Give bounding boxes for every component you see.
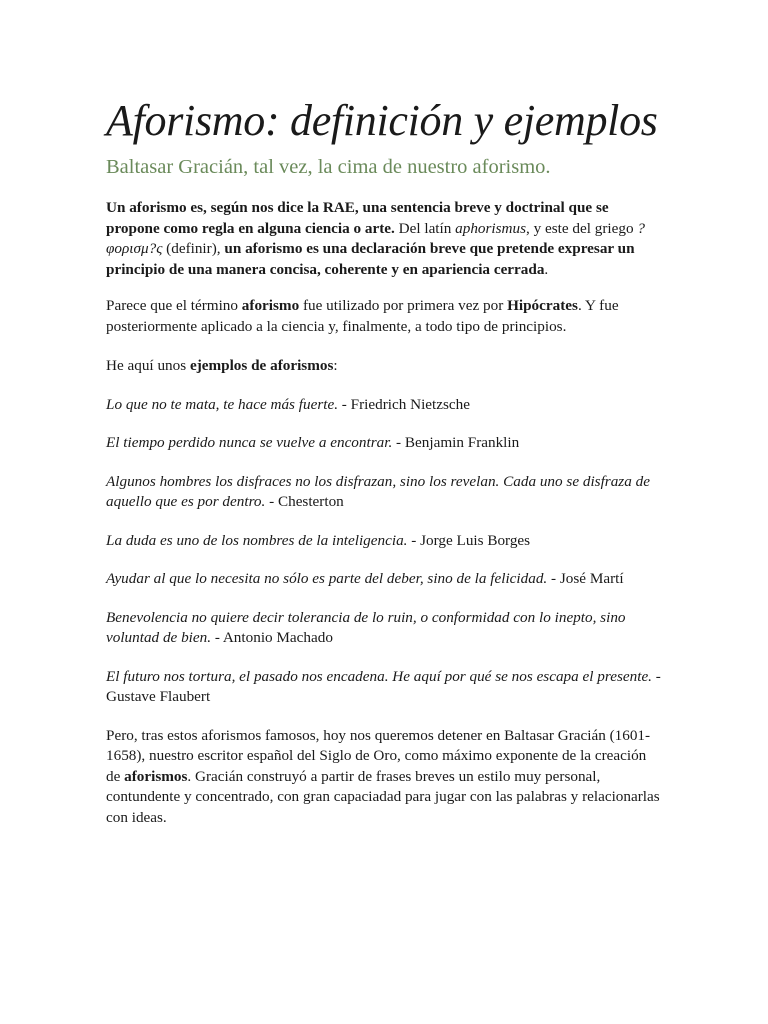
quote-author: - Benjamin Franklin xyxy=(392,434,520,451)
quote-item xyxy=(106,395,662,416)
intro-text: . xyxy=(544,260,549,278)
history-text: Parece que el término xyxy=(106,297,242,314)
quote-text: Ayudar al que lo necesita no sólo es parte del deber, sino de la felicidad. xyxy=(106,570,548,587)
history-text: fue utilizado por primera vez por xyxy=(299,297,508,314)
intro-paragraph xyxy=(106,198,662,280)
quote-author: - Friedrich Nietzsche xyxy=(338,395,470,413)
intro-greek-term: ?φορισμ?ς xyxy=(106,219,645,257)
quote-author: - Gustave Flaubert xyxy=(106,667,661,705)
quote-item xyxy=(106,433,662,454)
intro-text: Del latín xyxy=(394,219,456,237)
quote-text: El futuro nos tortura, el pasado nos encadena. He aquí por qué se nos escapa el presente. xyxy=(106,667,652,685)
closing-bold-aforismos: aforismos xyxy=(124,767,188,785)
quote-item xyxy=(106,608,662,649)
intro-bold-definition: Un aforismo es, según nos dice la RAE, una sentencia breve y doctrinal que se propone como regla en alguna ciencia o arte. xyxy=(106,199,609,237)
quote-text: Algunos hombres los disfraces no los disfrazan, sino los revelan. Cada uno se disfraza de aquello que es por dentro. xyxy=(106,472,650,510)
quote-item xyxy=(106,531,662,552)
examples-intro-bold: ejemplos de aforismos xyxy=(189,357,334,374)
examples-intro-text: : xyxy=(333,357,338,374)
intro-bold-declaration: un aforismo es una declaración breve que pretende expresar un principio de una manera concisa, coherente y en apariencia cerrada xyxy=(106,240,635,278)
quote-author: - Chesterton xyxy=(265,493,344,510)
history-bold-hipocrates: Hipócrates xyxy=(507,297,578,314)
quote-text: Benevolencia no quiere decir tolerancia de lo ruin, o conformidad con lo inepto, sino voluntad de bien. xyxy=(106,608,626,646)
quote-item xyxy=(106,569,662,590)
document-page xyxy=(106,96,662,828)
closing-paragraph xyxy=(106,726,662,829)
history-text: . Y fue posteriormente aplicado a la ciencia y, finalmente, a todo tipo de principios. xyxy=(106,297,619,335)
intro-text: (definir), xyxy=(162,240,225,257)
history-bold-aforismo: aforismo xyxy=(241,297,300,314)
history-paragraph xyxy=(106,296,662,337)
quote-author: - Jorge Luis Borges xyxy=(407,531,531,549)
examples-intro-text: He aquí unos xyxy=(106,357,190,374)
quote-item xyxy=(106,667,662,708)
examples-intro-paragraph xyxy=(106,356,662,377)
page-title: Aforismo: definición y ejemplos xyxy=(106,96,658,145)
page-subtitle: Baltasar Gracián, tal vez, la cima de nuestro aforismo. xyxy=(106,156,551,178)
closing-text: . Gracián construyó a partir de frases breves un estilo muy personal, contundente y concentrado, con gran capaciadad para jugar con las palabras y relacionarlas con ideas. xyxy=(106,767,660,826)
quote-item xyxy=(106,472,662,513)
quote-author: - José Martí xyxy=(547,570,624,587)
closing-text: Pero, tras estos aforismos famosos, hoy nos queremos detener en Baltasar Gracián (1601-1658), nuestro escritor español del Siglo de Oro, como máximo exponente de la creación de xyxy=(106,726,651,785)
quote-text: Lo que no te mata, te hace más fuerte. xyxy=(106,395,338,413)
quote-text: El tiempo perdido nunca se vuelve a encontrar. xyxy=(106,434,393,451)
intro-latin-term: aphorismus xyxy=(455,219,527,237)
quote-text: La duda es uno de los nombres de la inteligencia. xyxy=(106,531,408,549)
intro-text: , y este del griego xyxy=(526,219,638,237)
quote-author: - Antonio Machado xyxy=(211,629,333,646)
